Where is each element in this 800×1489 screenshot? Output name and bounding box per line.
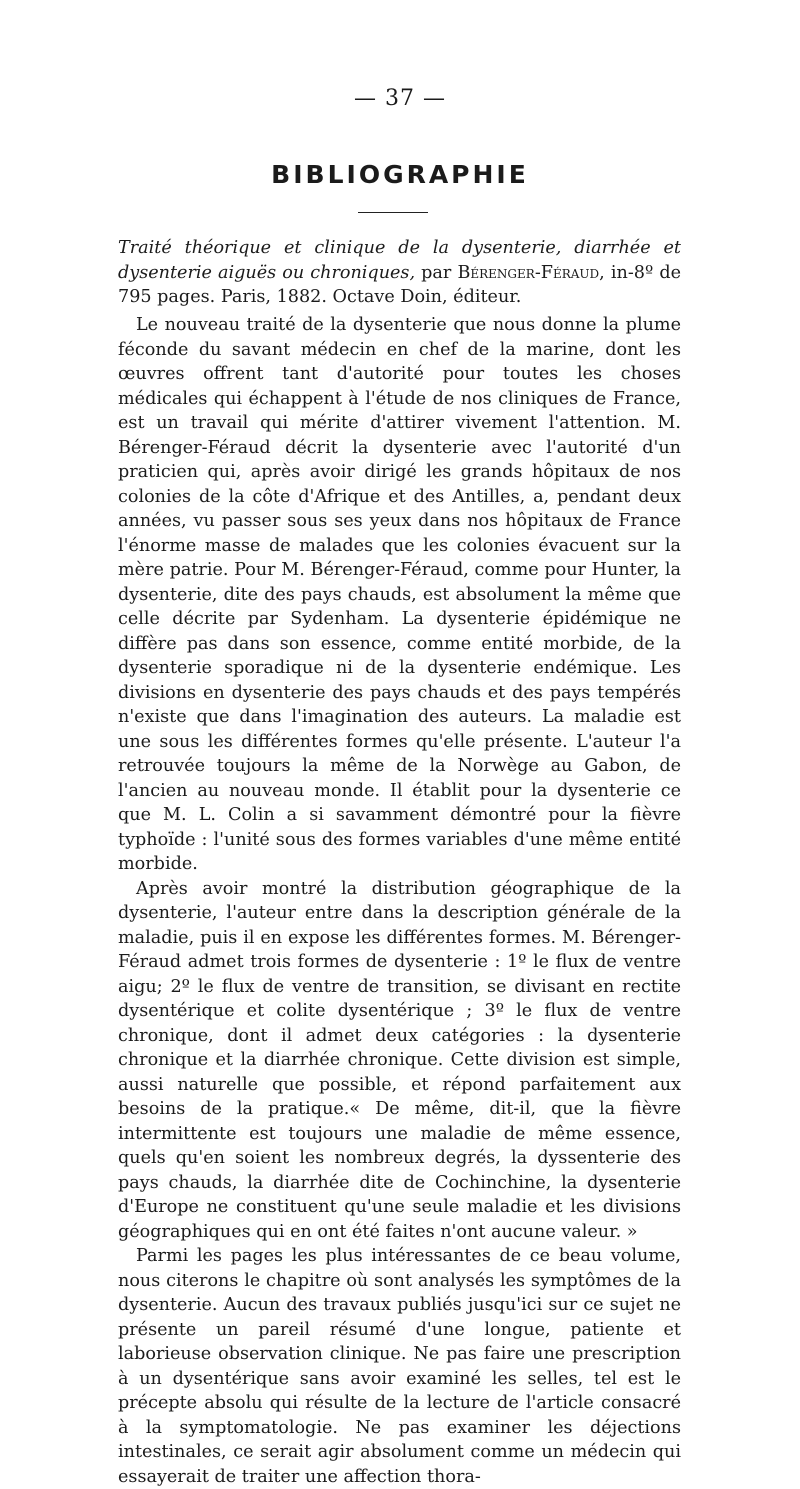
author-name: Bérenger-Féraud, (457, 262, 605, 283)
bibliography-entry (118, 236, 681, 310)
by-word: par (421, 262, 452, 283)
bibliography-citation (118, 236, 681, 310)
publication-details: in-8º de 795 pages. Paris, 1882. Octave Doin, éditeur. (118, 262, 682, 307)
paragraph-2: Après avoir montré la distribution géographique de la dysenterie, l'auteur entre dans la description générale de la maladie, puis il en expose les différentes formes. M. Bérenger-Féraud admet trois formes de dysenterie : 1º le flux de ventre aigu; 2º le flux de ventre de transition, se divisant en rectite dysentérique et colite dysentérique ; 3º le flux de ventre chronique, dont il admet deux catégories : la dysenterie chronique et la diarrhée chronique. Cette division est simple, aussi naturelle que possible, et répond parfaitement aux besoins de la pratique.« De même, dit-il, que la fièvre intermittente est toujours une maladie de même essence, quels qu'en soient les nombreux degrés, la dyssenterie des pays chauds, la diarrhée dite de Cochinchine, la dysenterie d'Europe ne constituent qu'une seule maladie et les divisions géographiques qui en ont été faites n'ont aucune valeur. » (118, 878, 681, 1242)
work-title: Traité théorique et clinique de la dysenterie, diarrhée et dysenterie aiguës ou chroniques, (118, 238, 681, 283)
paragraph-3: Parmi les pages les plus intéressantes de ce beau volume, nous citerons le chapitre où sont analysés les symptômes de la dysenterie. Aucun des travaux publiés jusqu'ici sur ce sujet ne présente un pareil résumé d'une longue, patiente et laborieuse observation clinique. Ne pas faire une prescription à un dysentérique sans avoir examiné les selles, tel est le précepte absolu qui résulte de la lecture de l'article consacré à la symptomatologie. Ne pas examiner les déjections intestinales, ce serait agir absolument comme un médecin qui essayerait de traiter une affection thora- (118, 1246, 681, 1487)
review-body (118, 313, 681, 1489)
page-title: BIBLIOGRAPHIE (271, 160, 529, 189)
paragraph-1: Le nouveau traité de la dysenterie que nous donne la plume féconde du savant médecin en chef de la marine, dont les œuvres offrent tant d'autorité pour toutes les choses médicales qui échappent à l'étude de nos cliniques de France, est un travail qui mérite d'attirer vivement l'attention. M. Bérenger-Féraud décrit la dysenterie avec l'autorité d'un praticien qui, après avoir dirigé les grands hôpitaux de nos colonies de la côte d'Afrique et des Antilles, a, pendant deux années, vu passer sous ses yeux dans nos hôpitaux de France l'énorme masse de malades que les colonies évacuent sur la mère patrie. Pour M. Bérenger-Féraud, comme pour Hunter, la dysenterie, dite des pays chauds, est absolument la même que celle décrite par Sydenham. La dysenterie épidémique ne diffère pas dans son essence, comme entité morbide, de la dysenterie sporadique ni de la dysenterie endémique. Les divisions en dysenterie des pays chauds et des pays tempérés n'existe que dans l'imagination des auteurs. La maladie est une sous les différentes formes qu'elle présente. L'auteur l'a retrouvée toujours la même de la Norwège au Gabon, de l'ancien au nouveau monde. Il établit pour la dysenterie ce que M. L. Colin a si savamment démontré pour la fièvre typhoïde : l'unité sous des formes variables d'une même entité morbide. (118, 315, 681, 874)
title-divider (358, 212, 428, 213)
page-number: — 37 — (354, 86, 446, 111)
